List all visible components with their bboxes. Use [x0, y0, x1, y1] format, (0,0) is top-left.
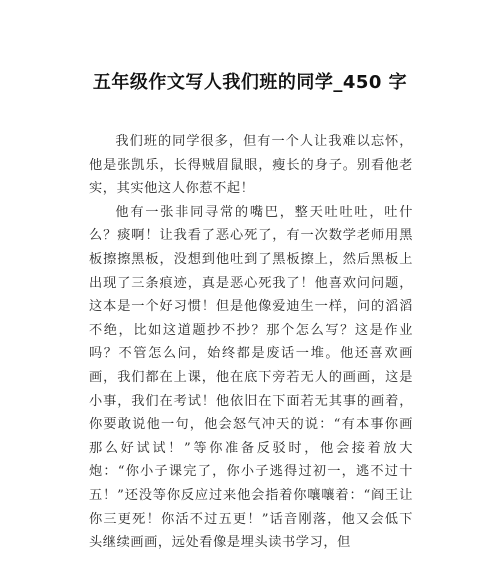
paragraph: 他有一张非同寻常的嘴巴，整天吐吐吐，吐什么？痰啊！让我看了恶心死了，有一次数学老师用黑板擦擦黑板，没想到他吐到了黑板擦上，然后黑板上出现了三条痕迹，真是恶心死我了！他喜欢问问题，这本是一个好习惯！但是他像爱迪生一样，问的滔滔不绝，比如这道题抄不抄？那个怎么写？这是作业吗？不管怎么问，始终都是废话一堆。他还喜欢画画，我们都在上课，他在底下旁若无人的画画，这是小事，我们在考试！他依旧在下面若无其事的画着，你要敢说他一句，他会怒气冲天的说：“有本事你画那么好试试！”等你准备反驳时，他会接着放大炮：“你小子课完了，你小子逃得过初一，逃不过十五！”还没等你反应过来他会指着你嚷嚷着：“阎王让你三更死！你活不过五更！”话音刚落，他又会低下头继续画画，远处看像是埋头读书学习，但 [89, 204, 413, 551]
paragraph: 我们班的同学很多，但有一个人让我难以忘怀，他是张凯乐，长得贼眉鼠眼，瘦长的身子。别看他老实，其实他这人你惹不起！ [89, 134, 413, 197]
document-title: 五年级作文写人我们班的同学_450 字 [92, 72, 408, 93]
document-body [89, 130, 413, 555]
